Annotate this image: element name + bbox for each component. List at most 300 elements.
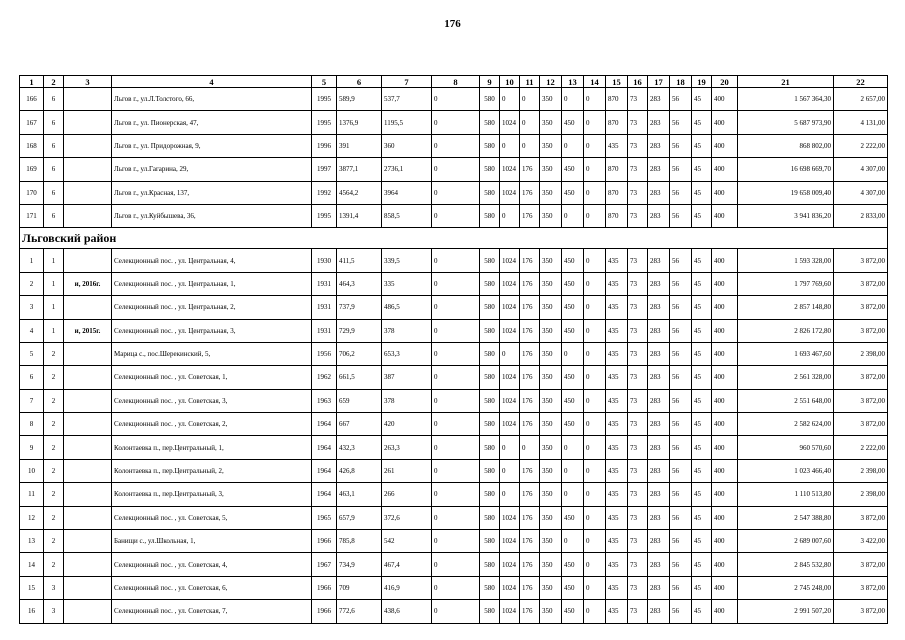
cell-col-19: 45 — [692, 249, 712, 272]
cell-col-19: 45 — [692, 389, 712, 412]
cell-col-20: 400 — [712, 181, 738, 204]
cell-col-10: 1024 — [500, 366, 520, 389]
cell-col-13: 450 — [562, 296, 584, 319]
cell-col-13: 0 — [562, 530, 584, 553]
cell-col-14: 0 — [584, 389, 606, 412]
cell-col-20: 400 — [712, 530, 738, 553]
cell-col-1: 12 — [20, 506, 44, 529]
cell-col-4: Льгов г., ул. Пионерская, 47, — [112, 111, 312, 134]
cell-col-19: 45 — [692, 88, 712, 111]
cell-col-3 — [64, 342, 112, 365]
cell-col-6: 729,9 — [337, 319, 382, 342]
cell-col-19: 45 — [692, 413, 712, 436]
cell-col-21: 1 567 364,30 — [738, 88, 834, 111]
cell-col-10: 0 — [500, 204, 520, 227]
cell-col-14: 0 — [584, 181, 606, 204]
cell-col-13: 450 — [562, 272, 584, 295]
cell-col-4: Льгов г., ул.Гагарина, 29, — [112, 158, 312, 181]
cell-col-17: 283 — [648, 389, 670, 412]
cell-col-21: 2 561 328,00 — [738, 366, 834, 389]
cell-col-10: 1024 — [500, 111, 520, 134]
cell-col-20: 400 — [712, 134, 738, 157]
cell-col-16: 73 — [628, 296, 648, 319]
cell-col-11: 0 — [520, 111, 540, 134]
cell-col-20: 400 — [712, 576, 738, 599]
cell-col-5: 1992 — [312, 181, 337, 204]
cell-col-3 — [64, 576, 112, 599]
cell-col-21: 2 845 532,80 — [738, 553, 834, 576]
cell-col-9: 580 — [480, 413, 500, 436]
cell-col-14: 0 — [584, 530, 606, 553]
cell-col-10: 1024 — [500, 181, 520, 204]
cell-col-14: 0 — [584, 158, 606, 181]
cell-col-4: Селекционный пос. , ул. Центральная, 3, — [112, 319, 312, 342]
cell-col-2: 3 — [44, 576, 64, 599]
cell-col-7: 542 — [382, 530, 432, 553]
page-number: 176 — [444, 18, 461, 30]
cell-col-17: 283 — [648, 249, 670, 272]
column-header-13: 13 — [562, 76, 584, 88]
cell-col-9: 580 — [480, 600, 500, 623]
cell-col-1: 13 — [20, 530, 44, 553]
cell-col-7: 263,3 — [382, 436, 432, 459]
table-row — [20, 319, 888, 342]
cell-col-13: 450 — [562, 576, 584, 599]
cell-col-3 — [64, 296, 112, 319]
cell-col-17: 283 — [648, 600, 670, 623]
column-header-12: 12 — [540, 76, 562, 88]
cell-col-18: 56 — [670, 483, 692, 506]
cell-col-2: 6 — [44, 158, 64, 181]
cell-col-7: 858,5 — [382, 204, 432, 227]
cell-col-11: 176 — [520, 600, 540, 623]
cell-col-3 — [64, 181, 112, 204]
cell-col-3 — [64, 413, 112, 436]
cell-col-7: 266 — [382, 483, 432, 506]
cell-col-12: 350 — [540, 483, 562, 506]
cell-col-15: 435 — [606, 366, 628, 389]
cell-col-13: 450 — [562, 506, 584, 529]
cell-col-9: 580 — [480, 553, 500, 576]
cell-col-18: 56 — [670, 506, 692, 529]
cell-col-7: 3964 — [382, 181, 432, 204]
column-header-4: 4 — [112, 76, 312, 88]
cell-col-9: 580 — [480, 506, 500, 529]
column-header-3: 3 — [64, 76, 112, 88]
cell-col-2: 6 — [44, 204, 64, 227]
column-header-16: 16 — [628, 76, 648, 88]
table-row — [20, 483, 888, 506]
cell-col-15: 435 — [606, 389, 628, 412]
column-header-17: 17 — [648, 76, 670, 88]
cell-col-12: 350 — [540, 319, 562, 342]
cell-col-12: 350 — [540, 436, 562, 459]
cell-col-15: 435 — [606, 319, 628, 342]
cell-col-4: Селекционный пос. , ул. Советская, 6, — [112, 576, 312, 599]
cell-col-20: 400 — [712, 204, 738, 227]
table-row — [20, 181, 888, 204]
table-row — [20, 249, 888, 272]
cell-col-15: 870 — [606, 88, 628, 111]
cell-col-19: 45 — [692, 181, 712, 204]
cell-col-16: 73 — [628, 158, 648, 181]
cell-col-3 — [64, 366, 112, 389]
cell-col-6: 737,9 — [337, 296, 382, 319]
cell-col-8: 0 — [432, 600, 480, 623]
cell-col-8: 0 — [432, 436, 480, 459]
cell-col-22: 2 398,00 — [834, 459, 888, 482]
cell-col-5: 1995 — [312, 88, 337, 111]
cell-col-9: 580 — [480, 342, 500, 365]
cell-col-5: 1964 — [312, 459, 337, 482]
cell-col-9: 580 — [480, 530, 500, 553]
cell-col-1: 5 — [20, 342, 44, 365]
cell-col-14: 0 — [584, 204, 606, 227]
cell-col-1: 16 — [20, 600, 44, 623]
cell-col-13: 450 — [562, 366, 584, 389]
cell-col-4: Льгов г., ул.Куйбышева, 36, — [112, 204, 312, 227]
cell-col-15: 435 — [606, 576, 628, 599]
cell-col-3 — [64, 553, 112, 576]
cell-col-10: 0 — [500, 459, 520, 482]
cell-col-17: 283 — [648, 553, 670, 576]
cell-col-21: 5 687 973,90 — [738, 111, 834, 134]
cell-col-12: 350 — [540, 342, 562, 365]
cell-col-15: 435 — [606, 530, 628, 553]
cell-col-15: 870 — [606, 181, 628, 204]
cell-col-16: 73 — [628, 389, 648, 412]
cell-col-21: 1 797 769,60 — [738, 272, 834, 295]
cell-col-9: 580 — [480, 436, 500, 459]
cell-col-16: 73 — [628, 88, 648, 111]
table-row — [20, 553, 888, 576]
cell-col-19: 45 — [692, 111, 712, 134]
cell-col-17: 283 — [648, 413, 670, 436]
cell-col-22: 3 872,00 — [834, 249, 888, 272]
cell-col-8: 0 — [432, 272, 480, 295]
cell-col-11: 0 — [520, 88, 540, 111]
cell-col-17: 283 — [648, 459, 670, 482]
cell-col-3 — [64, 436, 112, 459]
cell-col-14: 0 — [584, 506, 606, 529]
cell-col-19: 45 — [692, 158, 712, 181]
cell-col-22: 3 872,00 — [834, 296, 888, 319]
cell-col-11: 176 — [520, 506, 540, 529]
cell-col-5: 1931 — [312, 272, 337, 295]
cell-col-5: 1965 — [312, 506, 337, 529]
cell-col-3 — [64, 389, 112, 412]
cell-col-10: 0 — [500, 436, 520, 459]
table-row — [20, 296, 888, 319]
cell-col-9: 580 — [480, 576, 500, 599]
cell-col-2: 2 — [44, 506, 64, 529]
cell-col-6: 709 — [337, 576, 382, 599]
cell-col-12: 350 — [540, 576, 562, 599]
cell-col-5: 1931 — [312, 296, 337, 319]
cell-col-5: 1996 — [312, 134, 337, 157]
cell-col-8: 0 — [432, 530, 480, 553]
cell-col-9: 580 — [480, 134, 500, 157]
cell-col-1: 7 — [20, 389, 44, 412]
cell-col-19: 45 — [692, 576, 712, 599]
cell-col-12: 350 — [540, 389, 562, 412]
cell-col-15: 435 — [606, 506, 628, 529]
cell-col-17: 283 — [648, 111, 670, 134]
cell-col-17: 283 — [648, 204, 670, 227]
table-row — [20, 111, 888, 134]
cell-col-2: 1 — [44, 272, 64, 295]
cell-col-14: 0 — [584, 249, 606, 272]
cell-col-5: 1964 — [312, 483, 337, 506]
cell-col-3 — [64, 249, 112, 272]
cell-col-5: 1966 — [312, 576, 337, 599]
cell-col-12: 350 — [540, 553, 562, 576]
cell-col-11: 176 — [520, 296, 540, 319]
column-header-9: 9 — [480, 76, 500, 88]
cell-col-11: 0 — [520, 134, 540, 157]
cell-col-18: 56 — [670, 436, 692, 459]
cell-col-8: 0 — [432, 553, 480, 576]
cell-col-15: 435 — [606, 134, 628, 157]
cell-col-13: 450 — [562, 553, 584, 576]
cell-col-20: 400 — [712, 483, 738, 506]
cell-col-13: 0 — [562, 204, 584, 227]
cell-col-13: 450 — [562, 600, 584, 623]
cell-col-17: 283 — [648, 158, 670, 181]
cell-col-6: 661,5 — [337, 366, 382, 389]
cell-col-22: 3 872,00 — [834, 576, 888, 599]
cell-col-15: 435 — [606, 483, 628, 506]
cell-col-17: 283 — [648, 134, 670, 157]
cell-col-6: 432,3 — [337, 436, 382, 459]
cell-col-19: 45 — [692, 553, 712, 576]
cell-col-7: 335 — [382, 272, 432, 295]
cell-col-20: 400 — [712, 413, 738, 436]
table-row — [20, 436, 888, 459]
cell-col-22: 2 657,00 — [834, 88, 888, 111]
cell-col-15: 435 — [606, 342, 628, 365]
cell-col-1: 1 — [20, 249, 44, 272]
cell-col-16: 73 — [628, 459, 648, 482]
table-row — [20, 413, 888, 436]
cell-col-10: 0 — [500, 134, 520, 157]
column-header-15: 15 — [606, 76, 628, 88]
cell-col-20: 400 — [712, 553, 738, 576]
column-header-11: 11 — [520, 76, 540, 88]
cell-col-20: 400 — [712, 506, 738, 529]
cell-col-9: 580 — [480, 319, 500, 342]
cell-col-5: 1931 — [312, 319, 337, 342]
cell-col-6: 1391,4 — [337, 204, 382, 227]
cell-col-2: 2 — [44, 389, 64, 412]
cell-col-14: 0 — [584, 436, 606, 459]
cell-col-9: 580 — [480, 459, 500, 482]
cell-col-9: 580 — [480, 204, 500, 227]
cell-col-17: 283 — [648, 436, 670, 459]
cell-col-8: 0 — [432, 506, 480, 529]
cell-col-16: 73 — [628, 111, 648, 134]
cell-col-4: Банищи с., ул.Школьная, 1, — [112, 530, 312, 553]
cell-col-20: 400 — [712, 366, 738, 389]
cell-col-1: 15 — [20, 576, 44, 599]
cell-col-19: 45 — [692, 459, 712, 482]
cell-col-2: 6 — [44, 111, 64, 134]
cell-col-4: Селекционный пос. , ул. Советская, 3, — [112, 389, 312, 412]
cell-col-14: 0 — [584, 134, 606, 157]
cell-col-1: 9 — [20, 436, 44, 459]
cell-col-1: 6 — [20, 366, 44, 389]
cell-col-19: 45 — [692, 319, 712, 342]
cell-col-14: 0 — [584, 413, 606, 436]
cell-col-11: 176 — [520, 158, 540, 181]
cell-col-10: 1024 — [500, 272, 520, 295]
table-row — [20, 459, 888, 482]
cell-col-20: 400 — [712, 389, 738, 412]
cell-col-12: 350 — [540, 459, 562, 482]
table-row — [20, 342, 888, 365]
cell-col-22: 3 422,00 — [834, 530, 888, 553]
cell-col-18: 56 — [670, 204, 692, 227]
cell-col-8: 0 — [432, 181, 480, 204]
cell-col-9: 580 — [480, 389, 500, 412]
cell-col-20: 400 — [712, 249, 738, 272]
column-number-row — [20, 76, 888, 88]
cell-col-12: 350 — [540, 272, 562, 295]
cell-col-22: 2 833,00 — [834, 204, 888, 227]
cell-col-10: 1024 — [500, 249, 520, 272]
cell-col-5: 1930 — [312, 249, 337, 272]
cell-col-17: 283 — [648, 88, 670, 111]
cell-col-2: 2 — [44, 459, 64, 482]
cell-col-13: 0 — [562, 342, 584, 365]
cell-col-22: 2 222,00 — [834, 436, 888, 459]
cell-col-14: 0 — [584, 272, 606, 295]
cell-col-6: 772,6 — [337, 600, 382, 623]
cell-col-21: 1 110 513,80 — [738, 483, 834, 506]
cell-col-15: 435 — [606, 272, 628, 295]
table-row — [20, 530, 888, 553]
cell-col-11: 176 — [520, 342, 540, 365]
cell-col-2: 6 — [44, 134, 64, 157]
column-header-21: 21 — [738, 76, 834, 88]
cell-col-14: 0 — [584, 88, 606, 111]
cell-col-20: 400 — [712, 459, 738, 482]
cell-col-9: 580 — [480, 158, 500, 181]
cell-col-5: 1995 — [312, 204, 337, 227]
cell-col-21: 1 593 328,00 — [738, 249, 834, 272]
cell-col-5: 1962 — [312, 366, 337, 389]
table-row — [20, 600, 888, 623]
cell-col-7: 378 — [382, 389, 432, 412]
cell-col-7: 261 — [382, 459, 432, 482]
cell-col-1: 2 — [20, 272, 44, 295]
cell-col-6: 785,8 — [337, 530, 382, 553]
cell-col-19: 45 — [692, 530, 712, 553]
cell-col-7: 2736,1 — [382, 158, 432, 181]
cell-col-4: Льгов г., ул. Придорожная, 9, — [112, 134, 312, 157]
cell-col-9: 580 — [480, 272, 500, 295]
cell-col-10: 1024 — [500, 389, 520, 412]
cell-col-16: 73 — [628, 483, 648, 506]
cell-col-12: 350 — [540, 134, 562, 157]
cell-col-4: Селекционный пос. , ул. Советская, 2, — [112, 413, 312, 436]
cell-col-18: 56 — [670, 553, 692, 576]
cell-col-1: 170 — [20, 181, 44, 204]
cell-col-6: 589,9 — [337, 88, 382, 111]
cell-col-9: 580 — [480, 88, 500, 111]
cell-col-7: 378 — [382, 319, 432, 342]
cell-col-2: 1 — [44, 249, 64, 272]
cell-col-17: 283 — [648, 530, 670, 553]
cell-col-2: 2 — [44, 553, 64, 576]
cell-col-4: Селекционный пос. , ул. Советская, 1, — [112, 366, 312, 389]
cell-col-22: 4 131,00 — [834, 111, 888, 134]
cell-col-20: 400 — [712, 319, 738, 342]
cell-col-16: 73 — [628, 553, 648, 576]
cell-col-5: 1956 — [312, 342, 337, 365]
column-header-14: 14 — [584, 76, 606, 88]
cell-col-21: 2 547 388,80 — [738, 506, 834, 529]
cell-col-10: 0 — [500, 342, 520, 365]
cell-col-20: 400 — [712, 272, 738, 295]
cell-col-13: 0 — [562, 459, 584, 482]
cell-col-15: 435 — [606, 459, 628, 482]
cell-col-8: 0 — [432, 319, 480, 342]
cell-col-22: 4 307,00 — [834, 181, 888, 204]
cell-col-1: 10 — [20, 459, 44, 482]
cell-col-13: 450 — [562, 111, 584, 134]
cell-col-14: 0 — [584, 553, 606, 576]
cell-col-11: 176 — [520, 204, 540, 227]
cell-col-18: 56 — [670, 111, 692, 134]
cell-col-8: 0 — [432, 413, 480, 436]
cell-col-5: 1967 — [312, 553, 337, 576]
cell-col-19: 45 — [692, 272, 712, 295]
cell-col-7: 372,6 — [382, 506, 432, 529]
cell-col-21: 2 689 007,60 — [738, 530, 834, 553]
section-title: Льговский район — [20, 228, 888, 249]
cell-col-10: 1024 — [500, 600, 520, 623]
cell-col-8: 0 — [432, 296, 480, 319]
cell-col-8: 0 — [432, 342, 480, 365]
cell-col-3 — [64, 158, 112, 181]
cell-col-10: 1024 — [500, 576, 520, 599]
column-header-22: 22 — [834, 76, 888, 88]
cell-col-20: 400 — [712, 436, 738, 459]
cell-col-7: 467,4 — [382, 553, 432, 576]
cell-col-16: 73 — [628, 204, 648, 227]
cell-col-2: 6 — [44, 88, 64, 111]
cell-col-21: 2 745 248,00 — [738, 576, 834, 599]
cell-col-8: 0 — [432, 366, 480, 389]
cell-col-9: 580 — [480, 111, 500, 134]
cell-col-11: 176 — [520, 249, 540, 272]
cell-col-22: 2 398,00 — [834, 342, 888, 365]
cell-col-1: 168 — [20, 134, 44, 157]
column-header-1: 1 — [20, 76, 44, 88]
cell-col-13: 0 — [562, 436, 584, 459]
cell-col-7: 438,6 — [382, 600, 432, 623]
cell-col-16: 73 — [628, 319, 648, 342]
cell-col-4: Марица с., пос.Шерекинский, 5, — [112, 342, 312, 365]
cell-col-10: 1024 — [500, 506, 520, 529]
cell-col-21: 960 570,60 — [738, 436, 834, 459]
cell-col-11: 176 — [520, 389, 540, 412]
cell-col-1: 14 — [20, 553, 44, 576]
cell-col-11: 176 — [520, 459, 540, 482]
cell-col-14: 0 — [584, 483, 606, 506]
cell-col-2: 1 — [44, 296, 64, 319]
